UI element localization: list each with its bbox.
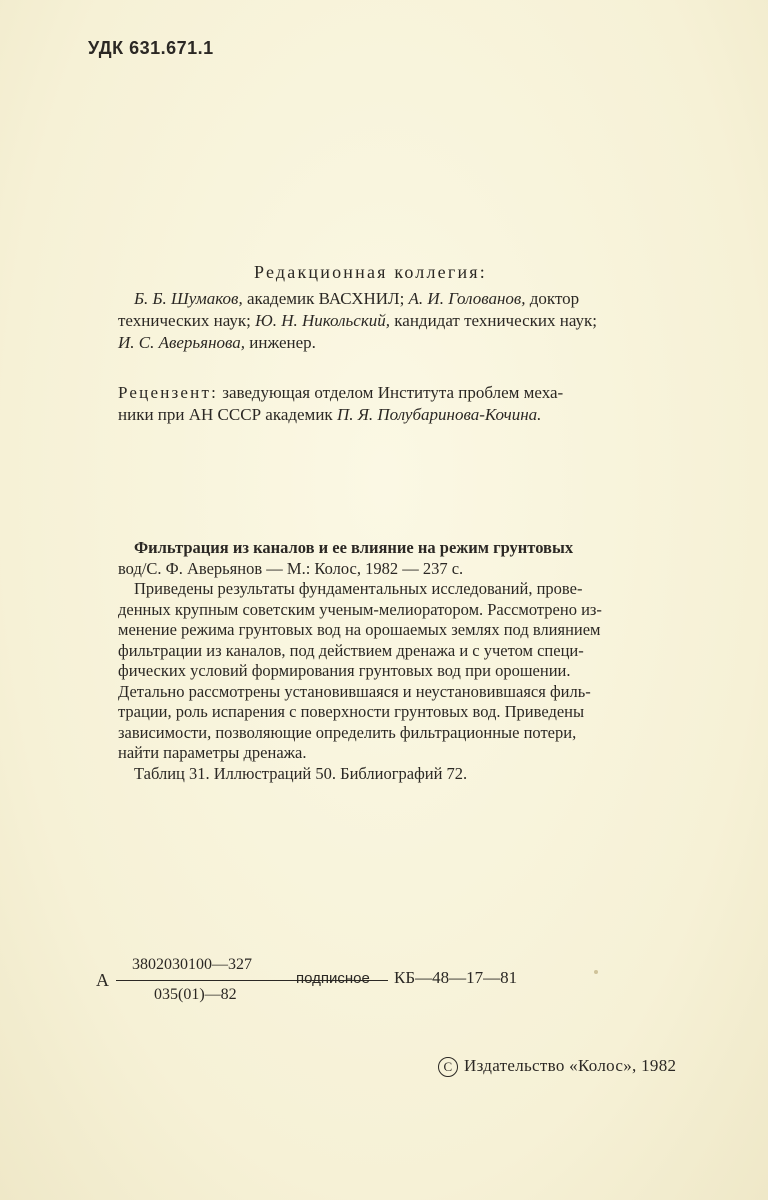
reviewer-block: [118, 382, 720, 426]
annotation-line: зависимости, позволяющие определить фильтрационные потери,: [118, 722, 577, 742]
annotation-stats: Таблиц 31. Иллюстраций 50. Библиографий 72.: [134, 763, 468, 783]
classification-letter: А: [96, 970, 109, 990]
board-role: технических наук;: [118, 311, 256, 330]
copyright-line: [438, 1056, 676, 1077]
annotation-block: [118, 538, 718, 784]
annotation-title-cont: вод/С. Ф. Аверьянов — М.: Колос, 1982 — 237 с.: [118, 558, 464, 578]
reviewer-line-2: [118, 404, 720, 426]
board-name: Б. Б. Шумаков,: [134, 289, 243, 308]
reviewer-line-1: [118, 382, 720, 404]
classification-numerator: 3802030100—327: [132, 956, 252, 973]
reviewer-text: ники при АН СССР академик: [118, 405, 337, 424]
board-role: кандидат технических наук;: [390, 311, 597, 330]
board-line-3: [118, 332, 720, 354]
reviewer-text: заведующая отделом Института проблем меха-: [218, 383, 564, 402]
reviewer-name: П. Я. Полубаринова-Кочина.: [336, 405, 542, 424]
board-name: Ю. Н. Никольский,: [255, 311, 391, 330]
annotation-line: фических условий формирования грунтовых вод при орошении.: [118, 661, 571, 680]
editorial-board-list: [118, 288, 720, 354]
subscription-label: подписное: [296, 970, 370, 987]
annotation-line: фильтрации из каналов, под действием дренажа и с учетом специ-: [118, 640, 584, 660]
reviewer-label: Рецензент:: [118, 383, 219, 402]
annotation-line: Детально рассмотрены установившаяся и неустановившаяся филь-: [118, 681, 591, 701]
board-name: И. С. Аверьянова,: [118, 333, 246, 352]
kb-code: КБ—48—17—81: [394, 968, 518, 987]
classification-block: [96, 956, 556, 1008]
board-line-2: [118, 310, 720, 332]
board-role: академик ВАСХНИЛ;: [242, 289, 409, 308]
board-name: А. И. Голованов,: [408, 289, 526, 308]
board-line-1: [118, 288, 720, 310]
annotation-line: денных крупным советским ученым-мелиоратором. Рассмотрено из-: [118, 599, 602, 619]
annotation-line: найти параметры дренажа.: [118, 743, 307, 762]
classification-denominator: 035(01)—82: [154, 986, 237, 1003]
udk-code: УДК 631.671.1: [88, 38, 214, 58]
annotation-line: Приведены результаты фундаментальных исследований, прове-: [134, 579, 583, 598]
editorial-board-title: Редакционная коллегия:: [254, 262, 487, 282]
board-role: доктор: [525, 289, 580, 308]
annotation-line: менение режима грунтовых вод на орошаемых землях под влиянием: [118, 620, 601, 639]
paper-speck: [594, 970, 598, 974]
annotation-title: Фильтрация из каналов и ее влияние на режим грунтовых: [134, 538, 574, 557]
annotation-line: трации, роль испарения с поверхности грунтовых вод. Приведены: [118, 702, 585, 721]
copyright-text: Издательство «Колос», 1982: [464, 1056, 677, 1075]
copyright-icon: C: [438, 1057, 458, 1077]
board-role: инженер.: [245, 333, 316, 352]
